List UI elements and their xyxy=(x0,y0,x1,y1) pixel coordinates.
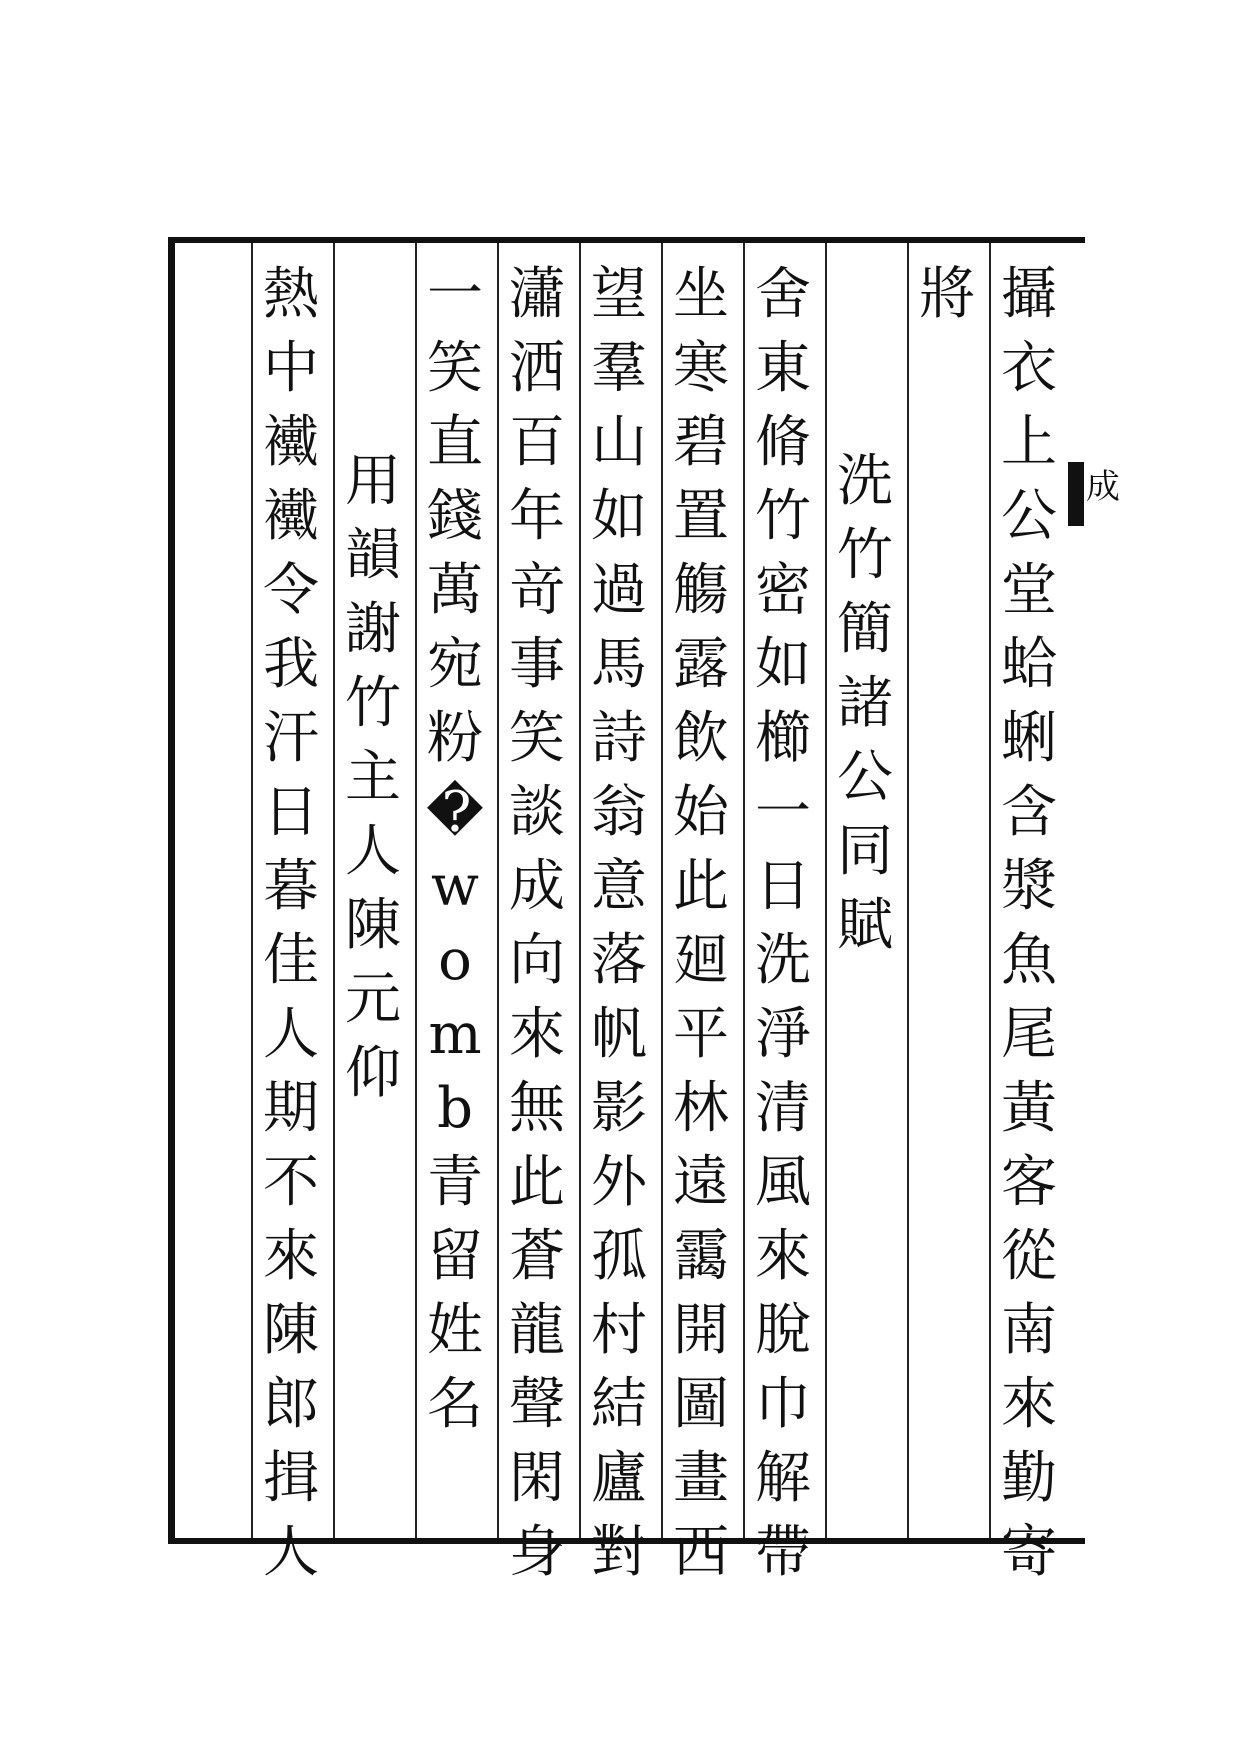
character-glyph: 翁 xyxy=(591,780,647,845)
character-glyph: 寄 xyxy=(1001,1520,1057,1585)
character-glyph: 西 xyxy=(673,1520,729,1585)
character-glyph: 直 xyxy=(427,410,483,475)
text-column xyxy=(498,258,576,1590)
text-column xyxy=(416,258,494,1442)
character-glyph: 客 xyxy=(1001,1150,1057,1215)
text-column xyxy=(990,258,1068,1590)
character-glyph: 事 xyxy=(509,632,565,697)
character-glyph: 淨 xyxy=(755,1002,811,1067)
character-glyph: 清 xyxy=(755,1076,811,1141)
character-glyph: 萬 xyxy=(427,558,483,623)
character-glyph: 如 xyxy=(591,484,647,549)
character-glyph: 熱 xyxy=(263,262,319,327)
character-glyph: 向 xyxy=(509,928,565,993)
character-glyph: 巾 xyxy=(755,1372,811,1437)
character-glyph: 脫 xyxy=(755,1298,811,1363)
character-glyph: 無 xyxy=(509,1076,565,1141)
character-glyph: 含 xyxy=(1001,780,1057,845)
character-glyph: 山 xyxy=(591,410,647,475)
character-glyph: 置 xyxy=(673,484,729,549)
character-glyph: 同 xyxy=(837,819,893,884)
character-glyph: 揖 xyxy=(263,1446,319,1511)
character-glyph: 遠 xyxy=(673,1150,729,1215)
character-glyph: 將 xyxy=(919,262,975,327)
character-glyph: 諸 xyxy=(837,671,893,736)
character-glyph: 外 xyxy=(591,1150,647,1215)
edge-fragment-text: 成 xyxy=(1086,467,1120,507)
character-glyph: 露 xyxy=(673,632,729,697)
character-glyph: 勤 xyxy=(1001,1446,1057,1511)
character-glyph: 影 xyxy=(591,1076,647,1141)
character-glyph: 攝 xyxy=(1001,262,1057,327)
character-glyph: 人 xyxy=(345,819,401,884)
character-glyph: 成 xyxy=(509,854,565,919)
character-glyph: 竹 xyxy=(345,671,401,736)
character-glyph: 人 xyxy=(263,1002,319,1067)
character-glyph: 如 xyxy=(755,632,811,697)
character-glyph: 寒 xyxy=(673,336,729,401)
character-glyph: 來 xyxy=(1001,1372,1057,1437)
character-glyph: 竹 xyxy=(755,484,811,549)
character-glyph: 詩 xyxy=(591,706,647,771)
character-glyph: 解 xyxy=(755,1446,811,1511)
character-glyph: 衣 xyxy=(1001,336,1057,401)
character-glyph: 魚 xyxy=(1001,928,1057,993)
character-glyph: 襶 xyxy=(263,410,319,475)
text-column xyxy=(662,258,740,1590)
character-glyph: 風 xyxy=(755,1150,811,1215)
character-glyph: 粉 xyxy=(427,706,483,771)
character-glyph: 一 xyxy=(427,262,483,327)
character-glyph: 村 xyxy=(591,1298,647,1363)
character-glyph: 黃 xyxy=(1001,1076,1057,1141)
character-glyph: 林 xyxy=(673,1076,729,1141)
character-glyph: 暮 xyxy=(263,854,319,919)
character-glyph: 我 xyxy=(263,632,319,697)
character-glyph: 日 xyxy=(755,854,811,919)
character-glyph: 郎 xyxy=(263,1372,319,1437)
character-glyph: 飲 xyxy=(673,706,729,771)
character-glyph: 青 xyxy=(427,1150,483,1215)
character-glyph: 竹 xyxy=(837,523,893,588)
character-glyph: 來 xyxy=(509,1002,565,1067)
character-glyph: 畫 xyxy=(673,1446,729,1511)
character-glyph: 人 xyxy=(263,1520,319,1585)
character-glyph: 龍 xyxy=(509,1298,565,1363)
character-glyph: 宛 xyxy=(427,632,483,697)
character-glyph: 瀟 xyxy=(509,262,565,327)
character-glyph: 公 xyxy=(1001,484,1057,549)
text-column xyxy=(580,258,658,1590)
character-glyph: 笑 xyxy=(427,336,483,401)
character-glyph: 公 xyxy=(837,745,893,810)
character-glyph: 來 xyxy=(755,1224,811,1289)
character-glyph: 此 xyxy=(509,1150,565,1215)
character-glyph: 襶 xyxy=(263,484,319,549)
character-glyph: 觴 xyxy=(673,558,729,623)
character-glyph: 對 xyxy=(591,1520,647,1585)
character-glyph: 佳 xyxy=(263,928,319,993)
character-glyph: 蜊 xyxy=(1001,706,1057,771)
character-glyph: � xyxy=(426,780,484,845)
character-glyph: 賦 xyxy=(837,893,893,958)
character-glyph: 廻 xyxy=(673,928,729,993)
page-edge-mark xyxy=(1068,462,1084,526)
character-glyph: 過 xyxy=(591,558,647,623)
character-glyph: 靄 xyxy=(673,1224,729,1289)
character-glyph: 錢 xyxy=(427,484,483,549)
character-glyph: 一 xyxy=(755,780,811,845)
poem-title-column xyxy=(826,445,904,963)
character-glyph: 姓 xyxy=(427,1298,483,1363)
character-glyph: 洗 xyxy=(837,449,893,514)
character-glyph: 蒼 xyxy=(509,1224,565,1289)
character-glyph: 百 xyxy=(509,410,565,475)
character-glyph: 馬 xyxy=(591,632,647,697)
text-column xyxy=(252,258,330,1590)
character-glyph: b xyxy=(437,1076,473,1141)
character-glyph: 堂 xyxy=(1001,558,1057,623)
character-glyph: 身 xyxy=(509,1520,565,1585)
character-glyph: 上 xyxy=(1001,410,1057,475)
character-glyph: 始 xyxy=(673,780,729,845)
character-glyph: 不 xyxy=(263,1150,319,1215)
character-glyph: 圖 xyxy=(673,1372,729,1437)
character-glyph: 中 xyxy=(263,336,319,401)
character-glyph: 汗 xyxy=(263,706,319,771)
character-glyph: 落 xyxy=(591,928,647,993)
character-glyph: 留 xyxy=(427,1224,483,1289)
character-glyph: 名 xyxy=(427,1372,483,1437)
character-glyph: 洒 xyxy=(509,336,565,401)
column-rule xyxy=(907,243,909,1538)
character-glyph: 竒 xyxy=(509,558,565,623)
character-glyph: 聲 xyxy=(509,1372,565,1437)
character-glyph: o xyxy=(438,928,472,993)
character-glyph: 陳 xyxy=(345,893,401,958)
character-glyph: 謝 xyxy=(345,597,401,662)
character-glyph: 期 xyxy=(263,1076,319,1141)
character-glyph: 開 xyxy=(673,1298,729,1363)
character-glyph: 漿 xyxy=(1001,854,1057,919)
character-glyph: 廬 xyxy=(591,1446,647,1511)
character-glyph: 年 xyxy=(509,484,565,549)
character-glyph: 從 xyxy=(1001,1224,1057,1289)
character-glyph: 碧 xyxy=(673,410,729,475)
character-glyph: 尾 xyxy=(1001,1002,1057,1067)
character-glyph: 韻 xyxy=(345,523,401,588)
poem-title-column xyxy=(334,445,412,1111)
text-column xyxy=(744,258,822,1590)
character-glyph: 東 xyxy=(755,336,811,401)
character-glyph: w xyxy=(431,854,479,919)
character-glyph: 平 xyxy=(673,1002,729,1067)
character-glyph: 坐 xyxy=(673,262,729,327)
character-glyph: 櫛 xyxy=(755,706,811,771)
character-glyph: 孤 xyxy=(591,1224,647,1289)
character-glyph: 帆 xyxy=(591,1002,647,1067)
character-glyph: 望 xyxy=(591,262,647,327)
character-glyph: 蛤 xyxy=(1001,632,1057,697)
character-glyph: 結 xyxy=(591,1372,647,1437)
character-glyph: 日 xyxy=(263,780,319,845)
character-glyph: m xyxy=(428,1002,482,1067)
character-glyph: 用 xyxy=(345,449,401,514)
character-glyph: 來 xyxy=(263,1224,319,1289)
character-glyph: 談 xyxy=(509,780,565,845)
character-glyph: 仰 xyxy=(345,1041,401,1106)
character-glyph: 意 xyxy=(591,854,647,919)
character-glyph: 南 xyxy=(1001,1298,1057,1363)
text-column xyxy=(908,258,986,332)
character-glyph: 主 xyxy=(345,745,401,810)
character-glyph: 羣 xyxy=(591,336,647,401)
character-glyph: 元 xyxy=(345,967,401,1032)
character-glyph: 密 xyxy=(755,558,811,623)
character-glyph: 洗 xyxy=(755,928,811,993)
character-glyph: 舍 xyxy=(755,262,811,327)
character-glyph: 陳 xyxy=(263,1298,319,1363)
character-glyph: 此 xyxy=(673,854,729,919)
character-glyph: 脩 xyxy=(755,410,811,475)
character-glyph: 閑 xyxy=(509,1446,565,1511)
character-glyph: 簡 xyxy=(837,597,893,662)
character-glyph: 笑 xyxy=(509,706,565,771)
character-glyph: 帶 xyxy=(755,1520,811,1585)
character-glyph: 令 xyxy=(263,558,319,623)
